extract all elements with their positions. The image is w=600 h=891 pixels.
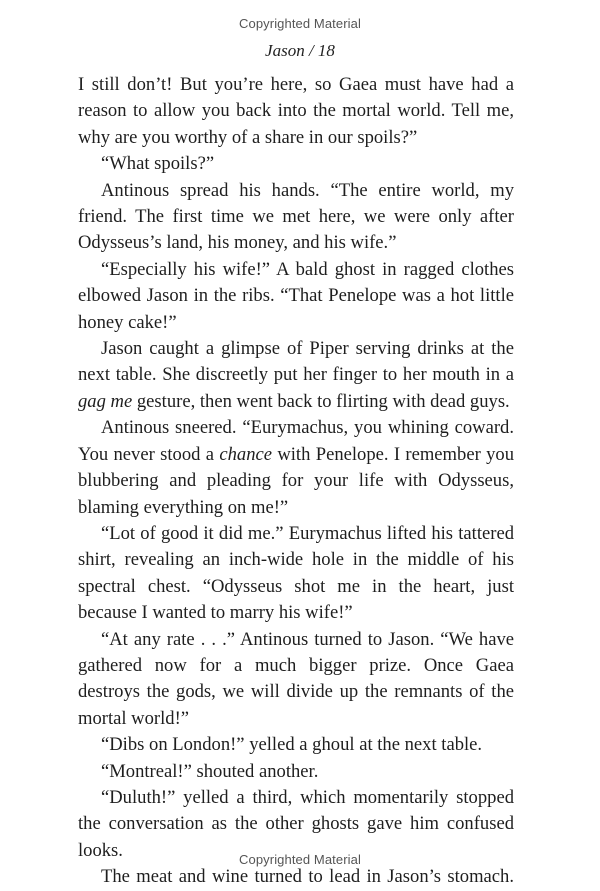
paragraph-9: “Dibs on London!” yelled a ghoul at the next table.: [101, 734, 483, 756]
copyright-watermark-bottom: Copyrighted Material: [239, 852, 361, 867]
paragraph-5: [78, 336, 514, 415]
paragraph-6-emphasis: chance: [219, 443, 272, 465]
running-head: Jason / 18: [265, 41, 335, 60]
page-body: [78, 72, 514, 891]
paragraph-10: “Montreal!” shouted another.: [101, 760, 319, 782]
paragraph-5-text-before: Jason caught a glimpse of Piper serving drinks at the next table. She discreetly put her finger to her mouth in a: [78, 338, 514, 386]
paragraph-6-text-after: with Penelope. I remember you blubbering and pleading for your life with Odysseus, blaming everything on me!”: [78, 443, 514, 518]
paragraph-5-text-after: gesture, then went back to flirting with dead guys.: [132, 390, 510, 412]
paragraph-6: [78, 415, 514, 521]
paragraph-11: “Duluth!” yelled a third, which momentarily stopped the conversation as the other ghosts gave him confused looks.: [78, 786, 514, 861]
paragraph-7: “Lot of good it did me.” Eurymachus lifted his tattered shirt, revealing an inch-wide hole in the middle of his spectral chest. “Odysseus shot me in the heart, just because I wanted to marry his wife!”: [78, 522, 514, 624]
paragraph-1: I still don’t! But you’re here, so Gaea must have had a reason to allow you back into the mortal world. Tell me, why are you worthy of a share in our spoils?”: [78, 74, 514, 148]
copyright-watermark-top: Copyrighted Material: [239, 16, 361, 31]
paragraph-2: “What spoils?”: [101, 153, 215, 175]
paragraph-6-text-before: Antinous sneered. “Eurymachus, you whining coward. You never stood a: [78, 417, 514, 465]
paragraph-8: “At any rate . . .” Antinous turned to Jason. “We have gathered now for a much bigger prize. Once Gaea destroys the gods, we will divide up the remnants of the mortal world!”: [78, 628, 514, 729]
paragraph-3: Antinous spread his hands. “The entire world, my friend. The first time we met here, we were only after Odysseus’s land, his money, and his wife.”: [78, 179, 514, 254]
paragraph-12: The meat and wine turned to lead in Jason’s stomach.: [101, 866, 514, 888]
paragraph-4: “Especially his wife!” A bald ghost in ragged clothes elbowed Jason in the ribs. “That Penelope was a hot little honey cake!”: [78, 258, 514, 333]
paragraph-5-emphasis: gag me: [78, 390, 133, 412]
